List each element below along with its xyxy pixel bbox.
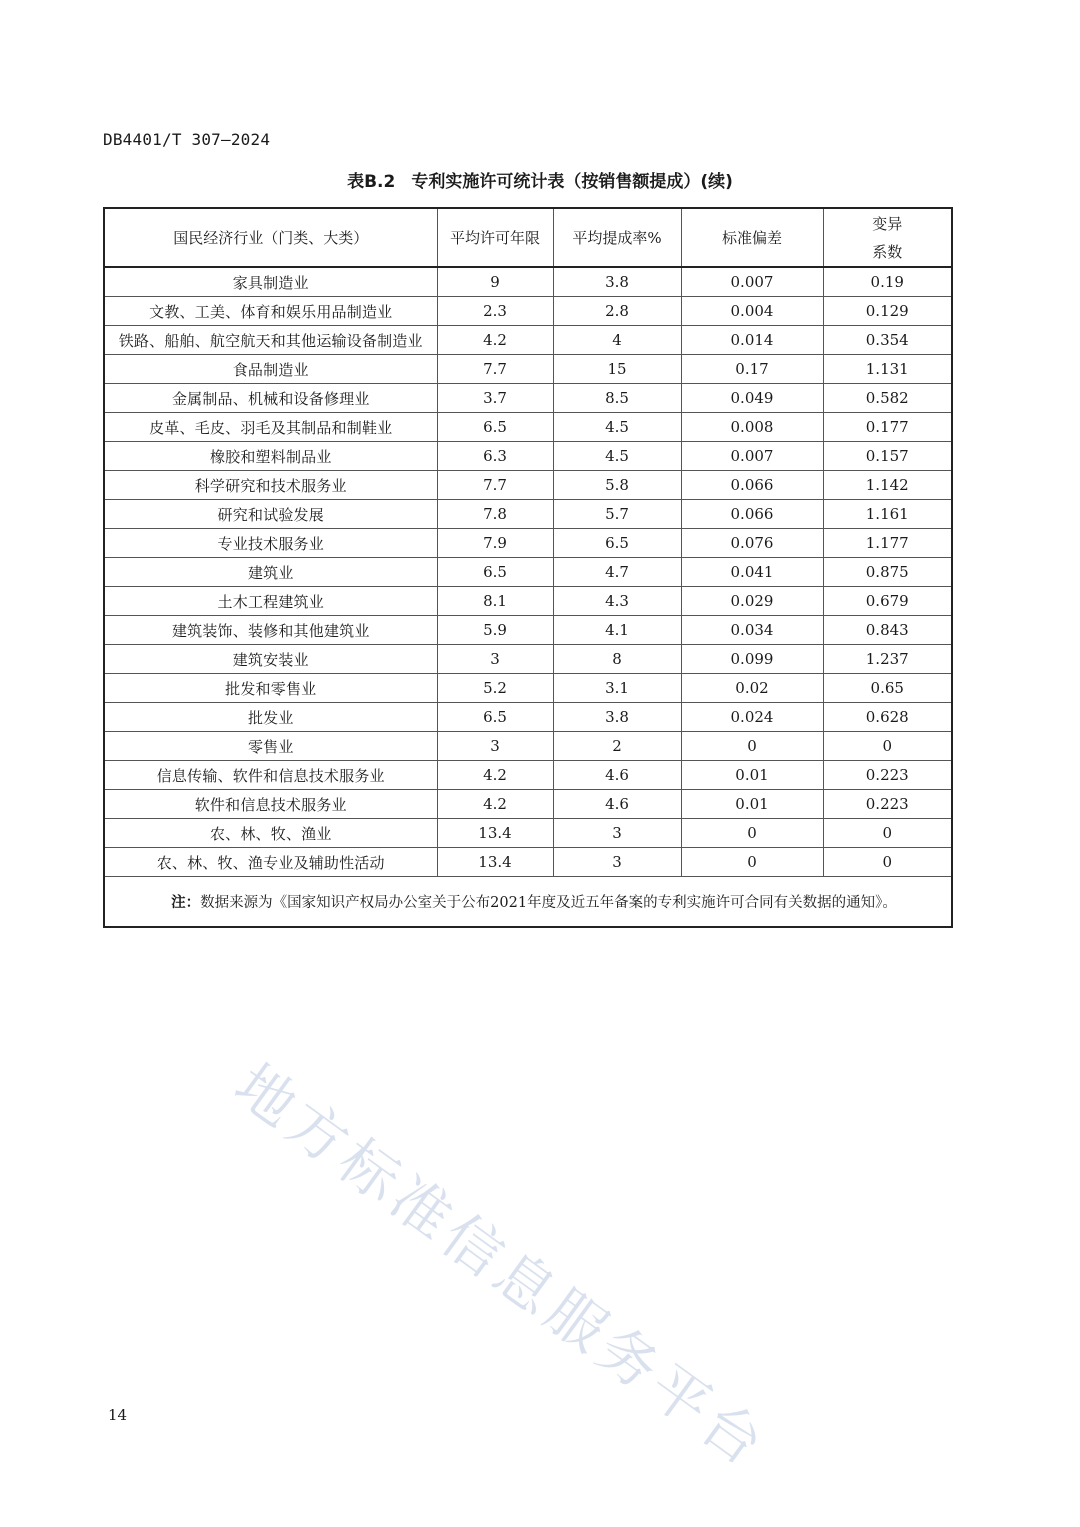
cell-avg-rate: 8 <box>553 645 681 674</box>
cell-std-dev: 0.049 <box>681 384 823 413</box>
cell-std-dev: 0.007 <box>681 442 823 471</box>
cell-industry: 橡胶和塑料制品业 <box>104 442 437 471</box>
cell-std-dev: 0.02 <box>681 674 823 703</box>
table-note-row <box>104 877 952 928</box>
cell-avg-rate: 3 <box>553 848 681 877</box>
cell-std-dev: 0.076 <box>681 529 823 558</box>
cell-avg-rate: 2.8 <box>553 297 681 326</box>
cell-avg-years: 7.7 <box>437 355 553 384</box>
table-row <box>104 297 952 326</box>
table-row <box>104 355 952 384</box>
table-row <box>104 616 952 645</box>
table-row <box>104 267 952 297</box>
cell-cv: 0.19 <box>823 267 952 297</box>
table-note <box>104 877 952 928</box>
table-title <box>0 167 1080 192</box>
cell-avg-years: 3 <box>437 732 553 761</box>
header-avg-rate: 平均提成率% <box>553 208 681 267</box>
cell-avg-years: 5.2 <box>437 674 553 703</box>
cell-cv: 0 <box>823 848 952 877</box>
cell-std-dev: 0.008 <box>681 413 823 442</box>
cell-cv: 0.843 <box>823 616 952 645</box>
table-row <box>104 558 952 587</box>
cell-avg-years: 2.3 <box>437 297 553 326</box>
header-cv-line2: 系数 <box>872 242 903 261</box>
cell-avg-rate: 4.5 <box>553 442 681 471</box>
table-body <box>104 267 952 877</box>
cell-avg-rate: 2 <box>553 732 681 761</box>
page-number: 14 <box>108 1406 128 1424</box>
cell-avg-rate: 3.8 <box>553 267 681 297</box>
header-avg-years: 平均许可年限 <box>437 208 553 267</box>
cell-cv: 0.65 <box>823 674 952 703</box>
document-code: DB4401/T 307—2024 <box>103 130 271 149</box>
cell-avg-rate: 8.5 <box>553 384 681 413</box>
cell-avg-rate: 4.5 <box>553 413 681 442</box>
cell-industry: 建筑业 <box>104 558 437 587</box>
cell-avg-years: 7.8 <box>437 500 553 529</box>
cell-cv: 0.354 <box>823 326 952 355</box>
cell-avg-rate: 5.8 <box>553 471 681 500</box>
table-row <box>104 500 952 529</box>
cell-avg-years: 4.2 <box>437 790 553 819</box>
cell-industry: 零售业 <box>104 732 437 761</box>
header-industry: 国民经济行业（门类、大类） <box>104 208 437 267</box>
table-header-row <box>104 208 952 267</box>
table-row <box>104 326 952 355</box>
table-row <box>104 732 952 761</box>
cell-std-dev: 0.029 <box>681 587 823 616</box>
cell-avg-years: 5.9 <box>437 616 553 645</box>
cell-avg-rate: 4.7 <box>553 558 681 587</box>
cell-std-dev: 0.034 <box>681 616 823 645</box>
cell-avg-years: 6.5 <box>437 558 553 587</box>
watermark: 地方标准信息服务平台 <box>222 1050 781 1482</box>
table-row <box>104 674 952 703</box>
cell-std-dev: 0.17 <box>681 355 823 384</box>
cell-industry: 软件和信息技术服务业 <box>104 790 437 819</box>
cell-std-dev: 0.01 <box>681 761 823 790</box>
cell-std-dev: 0 <box>681 848 823 877</box>
cell-cv: 0.628 <box>823 703 952 732</box>
cell-cv: 1.142 <box>823 471 952 500</box>
cell-industry: 农、林、牧、渔业 <box>104 819 437 848</box>
table-row <box>104 790 952 819</box>
cell-industry: 金属制品、机械和设备修理业 <box>104 384 437 413</box>
cell-std-dev: 0.066 <box>681 471 823 500</box>
header-cv <box>823 208 952 267</box>
cell-industry: 批发业 <box>104 703 437 732</box>
cell-avg-years: 3.7 <box>437 384 553 413</box>
cell-industry: 建筑安装业 <box>104 645 437 674</box>
cell-industry: 农、林、牧、渔专业及辅助性活动 <box>104 848 437 877</box>
table-row <box>104 384 952 413</box>
cell-cv: 0.582 <box>823 384 952 413</box>
cell-avg-rate: 3.8 <box>553 703 681 732</box>
table-row <box>104 529 952 558</box>
cell-avg-years: 7.9 <box>437 529 553 558</box>
cell-avg-rate: 4.1 <box>553 616 681 645</box>
cell-cv: 0 <box>823 732 952 761</box>
cell-avg-rate: 5.7 <box>553 500 681 529</box>
cell-industry: 科学研究和技术服务业 <box>104 471 437 500</box>
cell-industry: 皮革、毛皮、羽毛及其制品和制鞋业 <box>104 413 437 442</box>
table-row <box>104 848 952 877</box>
cell-industry: 研究和试验发展 <box>104 500 437 529</box>
table-row <box>104 471 952 500</box>
table-row <box>104 819 952 848</box>
cell-avg-rate: 15 <box>553 355 681 384</box>
cell-cv: 0.223 <box>823 761 952 790</box>
cell-std-dev: 0.041 <box>681 558 823 587</box>
cell-avg-years: 8.1 <box>437 587 553 616</box>
cell-avg-rate: 6.5 <box>553 529 681 558</box>
cell-std-dev: 0 <box>681 732 823 761</box>
cell-cv: 1.237 <box>823 645 952 674</box>
cell-cv: 0.177 <box>823 413 952 442</box>
cell-avg-years: 4.2 <box>437 326 553 355</box>
table-caption: 专利实施许可统计表（按销售额提成）(续) <box>411 172 733 192</box>
cell-cv: 1.177 <box>823 529 952 558</box>
cell-industry: 家具制造业 <box>104 267 437 297</box>
cell-avg-years: 9 <box>437 267 553 297</box>
cell-std-dev: 0.014 <box>681 326 823 355</box>
cell-avg-years: 3 <box>437 645 553 674</box>
cell-industry: 土木工程建筑业 <box>104 587 437 616</box>
cell-std-dev: 0.066 <box>681 500 823 529</box>
cell-industry: 信息传输、软件和信息技术服务业 <box>104 761 437 790</box>
cell-avg-rate: 4.6 <box>553 790 681 819</box>
table-row <box>104 645 952 674</box>
cell-avg-years: 4.2 <box>437 761 553 790</box>
cell-cv: 0 <box>823 819 952 848</box>
cell-cv: 0.129 <box>823 297 952 326</box>
cell-avg-years: 6.5 <box>437 703 553 732</box>
cell-std-dev: 0.004 <box>681 297 823 326</box>
cell-std-dev: 0.024 <box>681 703 823 732</box>
table-row <box>104 442 952 471</box>
cell-std-dev: 0.01 <box>681 790 823 819</box>
cell-industry: 建筑装饰、装修和其他建筑业 <box>104 616 437 645</box>
table-row <box>104 761 952 790</box>
note-label: 注： <box>171 894 201 911</box>
cell-avg-years: 13.4 <box>437 819 553 848</box>
cell-avg-rate: 3.1 <box>553 674 681 703</box>
cell-avg-rate: 4.6 <box>553 761 681 790</box>
cell-cv: 1.161 <box>823 500 952 529</box>
table-row <box>104 703 952 732</box>
cell-cv: 0.875 <box>823 558 952 587</box>
cell-avg-years: 6.3 <box>437 442 553 471</box>
header-std-dev: 标准偏差 <box>681 208 823 267</box>
header-cv-line1: 变异 <box>872 214 903 233</box>
cell-industry: 专业技术服务业 <box>104 529 437 558</box>
table-number: 表B.2 <box>347 172 396 192</box>
cell-cv: 0.679 <box>823 587 952 616</box>
cell-cv: 1.131 <box>823 355 952 384</box>
cell-cv: 0.223 <box>823 790 952 819</box>
patent-license-table <box>103 207 953 928</box>
cell-cv: 0.157 <box>823 442 952 471</box>
cell-avg-rate: 4.3 <box>553 587 681 616</box>
cell-avg-years: 6.5 <box>437 413 553 442</box>
cell-avg-years: 7.7 <box>437 471 553 500</box>
cell-avg-rate: 3 <box>553 819 681 848</box>
cell-std-dev: 0.007 <box>681 267 823 297</box>
table-row <box>104 587 952 616</box>
cell-industry: 食品制造业 <box>104 355 437 384</box>
note-text: 数据来源为《国家知识产权局办公室关于公布2021年度及近五年备案的专利实施许可合同有关数据的通知》。 <box>200 895 897 911</box>
cell-avg-years: 13.4 <box>437 848 553 877</box>
cell-avg-rate: 4 <box>553 326 681 355</box>
cell-industry: 铁路、船舶、航空航天和其他运输设备制造业 <box>104 326 437 355</box>
cell-industry: 批发和零售业 <box>104 674 437 703</box>
cell-std-dev: 0.099 <box>681 645 823 674</box>
table-row <box>104 413 952 442</box>
cell-std-dev: 0 <box>681 819 823 848</box>
cell-industry: 文教、工美、体育和娱乐用品制造业 <box>104 297 437 326</box>
